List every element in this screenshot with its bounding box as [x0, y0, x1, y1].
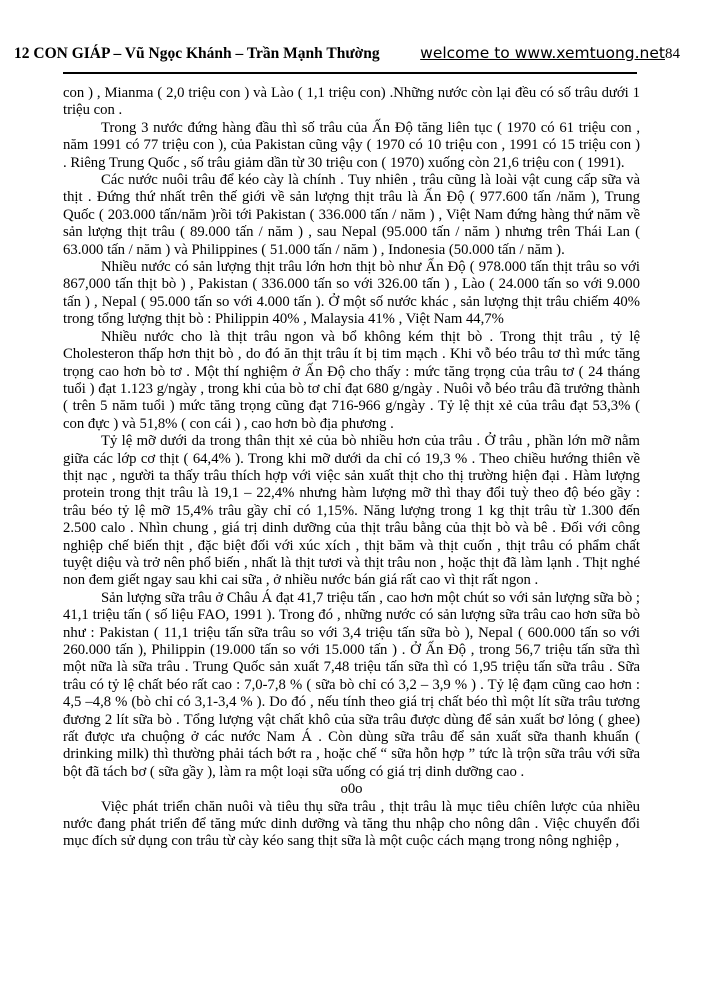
- paragraph-continuation: con ) , Mianma ( 2,0 triệu con ) và Lào ( 1,1 triệu con) .Những nước còn lại đều có số trâu dưới 1 triệu con .: [63, 85, 640, 119]
- page-number: 84: [665, 46, 680, 62]
- header-divider-line: [63, 72, 637, 74]
- document-body: [63, 85, 640, 851]
- paragraph: Tỷ lệ mỡ dưới da trong thân thịt xẻ của bò nhiều hơn của trâu . Ở trâu , phần lớn mỡ nằm giữa các lớp cơ thịt ( 64,4% ). Trong khi mỡ dưới da chỉ có 19,3 % . Theo chiều hướng thiên về thịt nạc , người ta thấy trâu thích hợp với việc sản xuất thịt cho thị trường hiện đại . Hàm lượng protein trong thịt trâu là 19,1 – 22,4% nhưng hàm lượng mỡ thì thay đổi tuỳ theo độ béo gầy : trâu béo tỷ lệ mỡ 15,4% trâu gầy chỉ có 1,15%. Năng lượng trong 1 kg thịt trâu từ 1.300 đến 2.500 calo . Nhìn chung , giá trị dinh dưỡng của thịt trâu bằng của thịt bò và bê . Đối với công nghiệp chế biến thịt , đặc biệt đối với xúc xích , thịt băm và thịt cuốn , thịt trâu có phẩm chất tuyệt diệu và trở nên phổ biến , nhất là thịt tươi và thịt trâu non , hoặc thịt đã làm lạnh . Thịt nghé non đem giết ngay sau khi cai sữa , ở nhiều nước bán giá rất cao vì thịt rất ngon .: [63, 433, 640, 589]
- paragraph: Nhiều nước có sản lượng thịt trâu lớn hơn thịt bò như Ấn Độ ( 978.000 tấn thịt trâu so với 867,000 tấn thịt bò ) , Pakistan ( 336.000 tấn so với 326.00 tấn ) , Lào ( 24.000 tấn so với 9.000 tấn ) , Nepal ( 95.000 tấn so với 4.000 tấn ). Ở một số nước khác , sản lượng thịt trâu chiếm 40% trong tổng lượng thịt bò : Philippin 40% , Malaysia 41% , Việt Nam 44,7%: [63, 259, 640, 328]
- website-link[interactable]: welcome to www.xemtuong.net: [420, 44, 665, 62]
- section-divider: o0o: [340, 781, 363, 798]
- header-right-group: [420, 44, 680, 63]
- paragraph: Việc phát triển chăn nuôi và tiêu thụ sữa trâu , thịt trâu là mục tiêu chíên lược của nhiều nước đang phát triển để tăng mức dinh dưỡng và tăng thu nhập cho nông dân . Việc chuyển đổi mục đích sử dụng con trâu từ cày kéo sang thịt sữa là một cuộc cách mạng trong nông nghiệp ,: [63, 798, 640, 850]
- paragraph: Nhiều nước cho là thịt trâu ngon và bổ không kém thịt bò . Trong thịt trâu , tỷ lệ Cholesteron thấp hơn thịt bò , do đó ăn thịt trâu ít bị tim mạch . Khi vỗ béo trâu tơ thì mức tăng trọng cao hơn bò tơ . Một thí nghiệm ở Ấn Độ cho thấy : mức tăng trọng của trâu tơ ( 24 tháng tuổi ) đạt 1.123 g/ngày , trong khi của bò tơ chỉ đạt 680 g/ngày . Nuôi vỗ béo trâu đã trưởng thành ( trên 5 năm tuổi ) mức tăng trọng cũng đạt 716-966 g/ngày . Tỷ lệ thịt xẻ của trâu đạt 53,3% ( con đực ) và 51,8% ( con cái ) , cao hơn bò địa phương .: [63, 328, 640, 432]
- page-header: [0, 0, 702, 63]
- paragraph: Sản lượng sữa trâu ở Châu Á đạt 41,7 triệu tấn , cao hơn một chút so với sản lượng sữa bò ; 41,1 triệu tấn ( số liệu FAO, 1991 ). Trong đó , những nước có sản lượng sữa trâu cao hơn sữa bò như : Pakistan ( 11,1 triệu tấn sữa trâu so với 3,4 triệu tấn sữa bò ), Nepal ( 600.000 tấn so với 260.000 tấn ), Philippin (19.000 tấn so với 15.000 tấn ) . Ở Ấn Độ , trong 56,7 triệu tấn sữa thì một nữa là sữa trâu . Trung Quốc sản xuất 7,48 triệu tấn sữa thì có 1,95 triệu tấn sữa trâu . Sữa trâu có tỷ lệ chất béo rất cao : 7,0-7,8 % ( sữa bò chỉ có 3,2 – 3,9 % ) . Tỷ lệ đạm cũng cao hơn : 4,5 –4,8 % (bò chỉ có 3,1-3,4 % ). Do đó , nếu tính theo giá trị chất béo thì một lít sữa trâu tương đương 2 lít sữa bò . Tổng lượng vật chất khô của sữa trâu được dùng để sản xuất bơ lỏng ( ghee) rất được ưa chuộng ở các nước Nam Á . Còn dùng sữa trâu để sản xuất sữa thanh khuẩn ( drinking milk) thì thường phải tách bớt ra , hoặc chế “ sữa hỗn hợp ” tức là trộn sữa trâu với sữa bột đã tách bơ ( sữa gầy ), làm ra một loại sữa uống có giá trị dinh dưỡng cao .: [63, 589, 640, 780]
- paragraph: Trong 3 nước đứng hàng đầu thì số trâu của Ấn Độ tăng liên tục ( 1970 có 61 triệu con , năm 1991 có 77 triệu con ), của Pakistan cũng vậy ( 1970 có 10 triệu con , 1991 có 15 triệu con ) . Riêng Trung Quốc , số trâu giảm dần từ 30 triệu con ( 1970) xuống còn 21,6 triệu con ( 1991).: [63, 119, 640, 171]
- book-title: 12 CON GIÁP – Vũ Ngọc Khánh – Trần Mạnh Thường: [14, 45, 380, 62]
- paragraph: Các nước nuôi trâu để kéo cày là chính . Tuy nhiên , trâu cũng là loài vật cung cấp sữa và thịt . Đứng thứ nhất trên thế giới về sản lượng thịt trâu là Ấn Độ ( 977.600 tấn /năm ), Trung Quốc ( 203.000 tấn/năm )rồi tới Pakistan ( 336.000 tấn / năm ) , Việt Nam đứng hàng thứ năm về sản lượng thịt trâu ( 89.000 tấn / năm ) , sau Nepal (95.000 tấn / năm ) nhưng trên Thái Lan ( 63.000 tấn / năm ) và Philippines ( 51.000 tấn / năm ) , Indonesia (50.000 tấn / năm ).: [63, 172, 640, 258]
